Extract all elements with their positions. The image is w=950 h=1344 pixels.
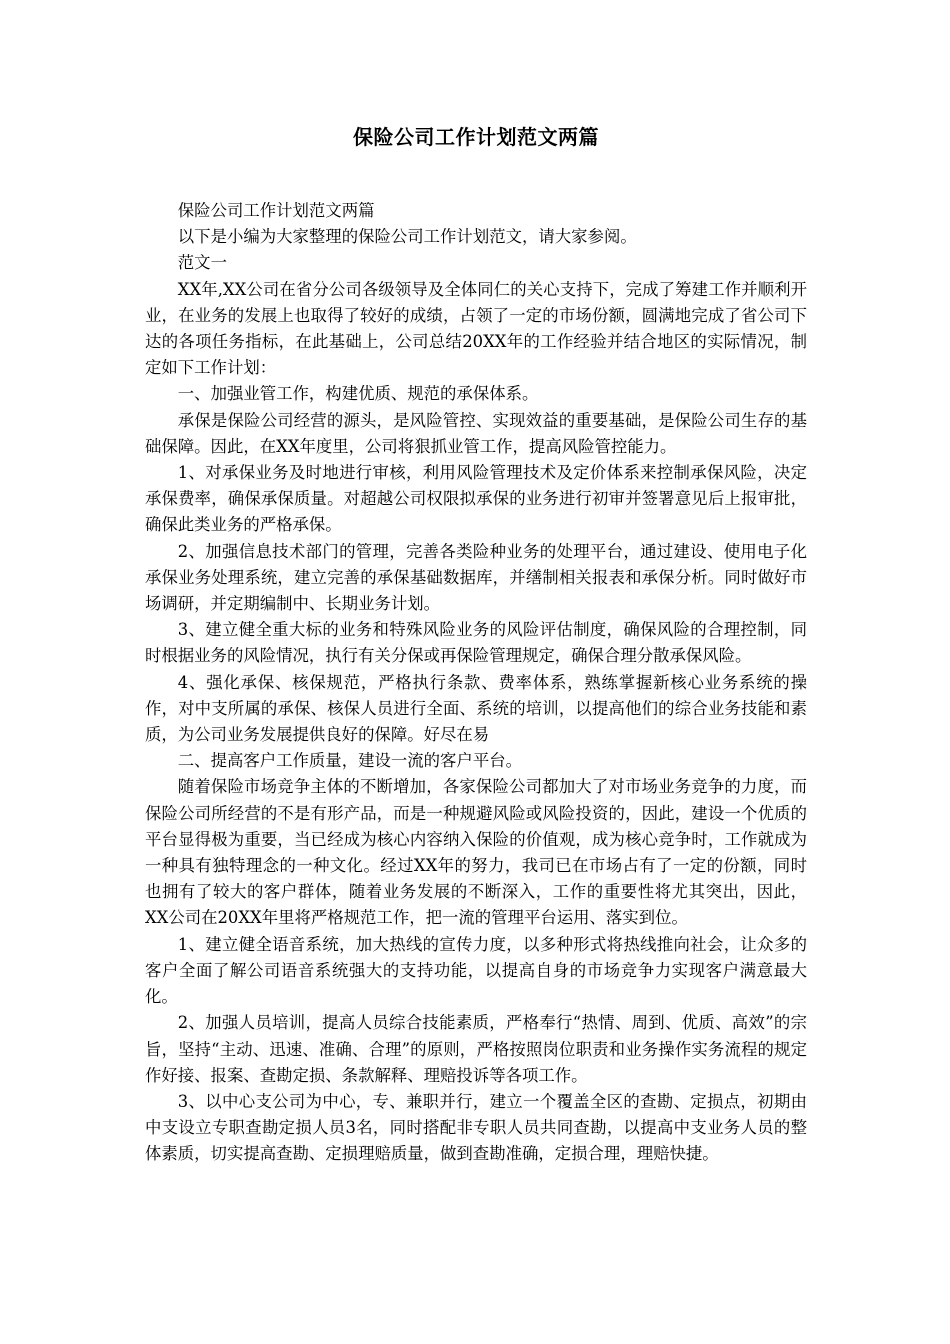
paragraph-intro: 以下是小编为大家整理的保险公司工作计划范文，请大家参阅。 [177,227,637,247]
paragraph-heading: 一、加强业管工作，构建优质、规范的承保体系。 [177,384,539,404]
paragraph: 承保是保险公司经营的源头，是风险管控、实现效益的重要基础，是保险公司生存的基础保障。因此，在XX年度里，公司将狠抓业管工作，提高风险管控能力。 [145,410,807,456]
paragraph-subtitle: 保险公司工作计划范文两篇 [177,201,375,220]
paragraph: 随着保险市场竞争主体的不断增加，各家保险公司都加大了对市场业务竞争的力度，而保险公司所经营的不是有形产品，而是一种规避风险或风险投资的，因此，建设一个优质的平台显得极为重要，当已经成为核心内容纳入保险的价值观，成为核心竞争时，工作就成为一种具有独特理念的一种文化。经过XX年的努力，我司已在市场占有了一定的份额，同时也拥有了较大的客户群体，随着业务发展的不断深入，工作的重要性将尤其突出，因此，XX公司在20XX年里将严格规范工作，把一流的管理平台运用、落实到位。 [145,777,807,928]
paragraph: 3、以中心支公司为中心，专、兼职并行，建立一个覆盖全区的查勘、定损点，初期由中支设立专职查勘定损人员3名，同时搭配非专职人员共同查勘，以提高中支业务人员的整体素质，切实提高查勘、定损理赔质量，做到查勘准确，定损合理，理赔快捷。 [145,1091,807,1164]
paragraph: 2、加强人员培训，提高人员综合技能素质，严格奉行“热情、周到、优质、高效”的宗旨，坚持“主动、迅速、准确、合理”的原则，严格按照岗位职责和业务操作实务流程的规定作好接、报案、查勘定损、条款解释、理赔投诉等各项工作。 [145,1013,807,1085]
paragraph: 3、建立健全重大标的业务和特殊风险业务的风险评估制度，确保风险的合理控制，同时根据业务的风险情况，执行有关分保或再保险管理规定，确保合理分散承保风险。 [145,620,807,666]
paragraph-heading: 二、提高客户工作质量，建设一流的客户平台。 [177,751,522,771]
page-title: 保险公司工作计划范文两篇 [353,125,599,149]
paragraph: 2、加强信息技术部门的管理，完善各类险种业务的处理平台，通过建设、使用电子化承保业务处理系统，建立完善的承保基础数据库，并缮制相关报表和承保分析。同时做好市场调研，并定期编制中、长期业务计划。 [145,541,807,614]
paragraph: 1、对承保业务及时地进行审核，利用风险管理技术及定价体系来控制承保风险，决定承保费率，确保承保质量。对超越公司权限拟承保的业务进行初审并签署意见后上报审批，确保此类业务的严格承保。 [145,463,807,535]
paragraph: XX年,XX公司在省分公司各级领导及全体同仁的关心支持下，完成了筹建工作并顺利开业，在业务的发展上也取得了较好的成绩，占领了一定的市场份额，圆满地完成了省公司下达的各项任务指标，在此基础上，公司总结20XX年的工作经验并结合地区的实际情况，制定如下工作计划： [145,279,807,378]
paragraph: 1、建立健全语音系统，加大热线的宣传力度，以多种形式将热线推向社会，让众多的客户全面了解公司语音系统强大的支持功能，以提高自身的市场竞争力实现客户满意最大化。 [145,934,807,1007]
paragraph: 4、强化承保、核保规范，严格执行条款、费率体系，熟练掌握新核心业务系统的操作，对中支所属的承保、核保人员进行全面、系统的培训，以提高他们的综合业务技能和素质，为公司业务发展提供良好的保障。好尽在易 [145,672,807,745]
paragraph-section-label: 范文一 [177,253,227,273]
document-body [145,198,807,1168]
